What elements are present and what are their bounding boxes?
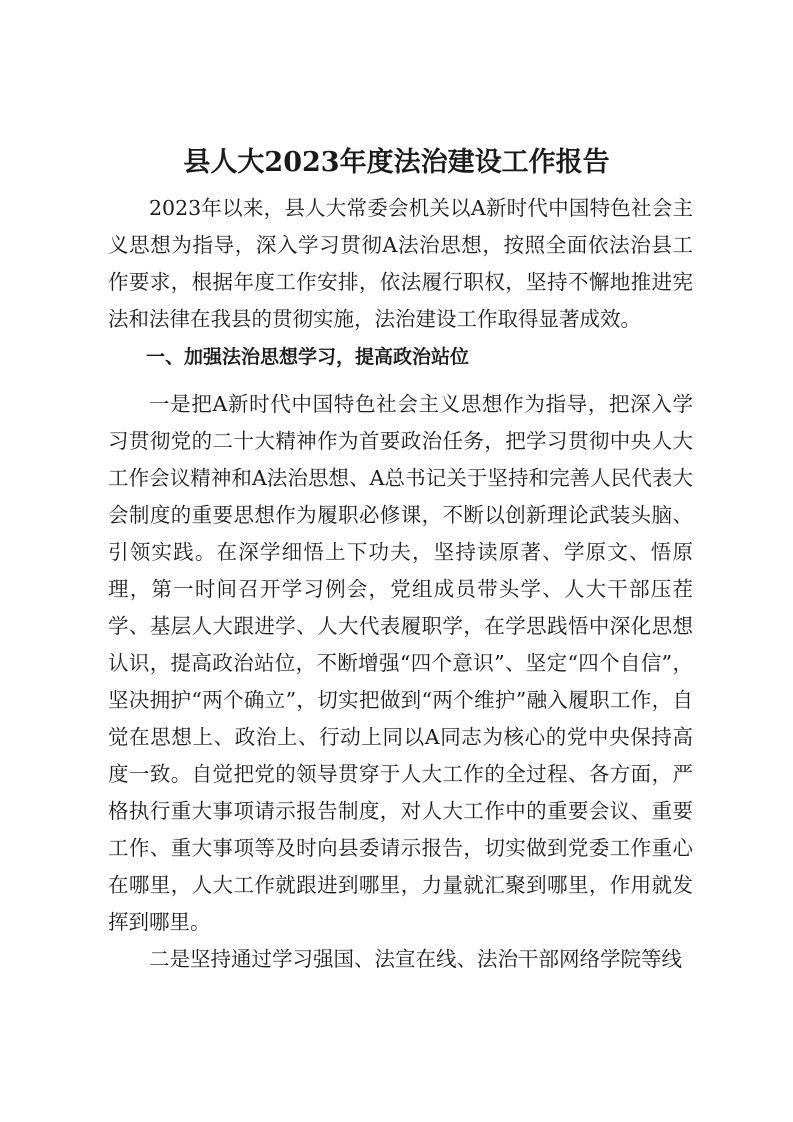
document-body [108, 190, 693, 978]
document-title: 县人大2023年度法治建设工作报告 [183, 147, 610, 178]
body-paragraph: 一是把A新时代中国特色社会主义思想作为指导，把深入学习贯彻党的二十大精神作为首要政治任务，把学习贯彻中央人大工作会议精神和A法治思想、A总书记关于坚持和完善人民代表大会制度的重要思想作为履职必修课，不断以创新理论武装头脑、引领实践。在深学细悟上下功夫，坚持读原著、学原文、悟原理，第一时间召开学习例会，党组成员带头学、人大干部压茬学、基层人大跟进学、人大代表履职学，在学思践悟中深化思想认识，提高政治站位，不断增强“四个意识”、坚定“四个自信”，坚决拥护“两个确立”，切实把做到“两个维护”融入履职工作，自觉在思想上、政治上、行动上同以A同志为核心的党中央保持高度一致。自觉把党的领导贯穿于人大工作的全过程、各方面，严格执行重大事项请示报告制度，对人大工作中的重要会议、重要工作、重大事项等及时向县委请示报告，切实做到党委工作重心在哪里，人大工作就跟进到哪里，力量就汇聚到哪里，作用就发挥到哪里。 [108, 392, 693, 934]
section-heading: 一、加强法治思想学习，提高政治站位 [146, 346, 470, 368]
intro-paragraph: 2023年以来，县人大常委会机关以A新时代中国特色社会主义思想为指导，深入学习贯彻A法治思想，按照全面依法治县工作要求，根据年度工作安排，依法履行职权，坚持不懈地推进宪法和法律在我县的贯彻实施，法治建设工作取得显著成效。 [108, 196, 693, 331]
body-paragraph: 二是坚持通过学习强国、法宣在线、法治干部网络学院等线 [149, 947, 682, 971]
